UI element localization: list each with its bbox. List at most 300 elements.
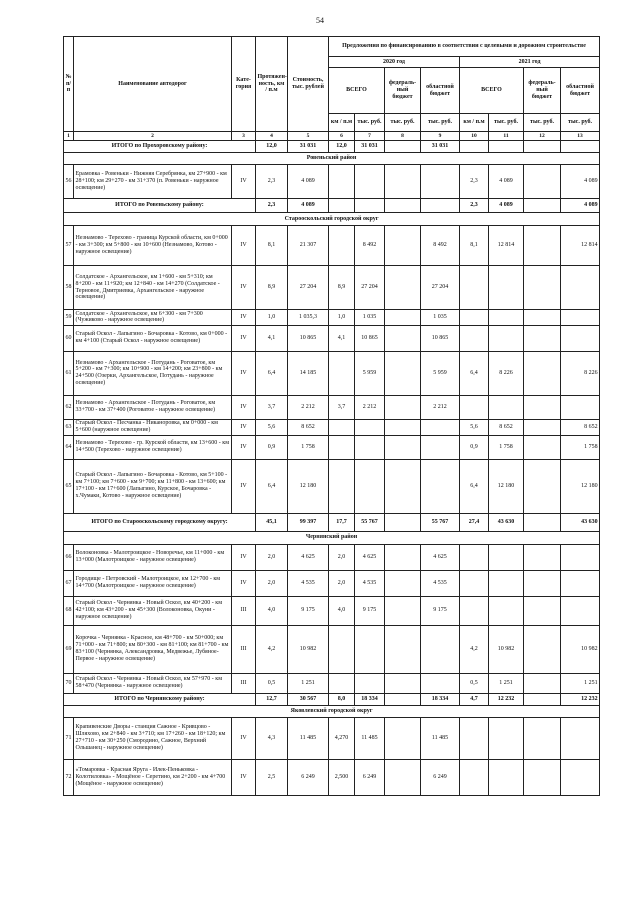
y2021-total: 12 180 <box>489 459 524 513</box>
unit-reg-rub-2020: тыс. руб. <box>421 114 460 132</box>
y2020-regional: 8 492 <box>421 226 460 266</box>
table-row <box>64 325 600 351</box>
road-name: Корочка - Чернянка - Красное, км 48+700 - км 50+000; км 71+000 - км 71+800; км 80+300 - км 81+100; км 81+700 - км 83+100 (Чернянка, Александровка, Медвежье, Лубяное-Первое - наружное освещение) <box>74 625 232 673</box>
y2020-regional: 18 334 <box>421 693 460 705</box>
length-value: 0,9 <box>256 435 288 459</box>
y2021-regional <box>561 266 600 310</box>
y2020-total: 5 959 <box>355 351 385 395</box>
y2020-federal <box>385 717 421 759</box>
subtotal-row <box>64 693 600 705</box>
y2021-total <box>489 717 524 759</box>
y2020-federal <box>385 459 421 513</box>
y2021-total: 10 982 <box>489 625 524 673</box>
y2021-total: 4 089 <box>489 165 524 199</box>
y2020-total <box>355 199 385 213</box>
y2021-federal <box>524 310 561 326</box>
road-name: Старый Оскол - Песчанка - Никаноровка, км 0+000 - км 5+600 (наружное освещение) <box>74 419 232 435</box>
cost-value: 99 397 <box>288 513 329 531</box>
y2020-federal <box>385 570 421 596</box>
y2021-regional: 12 180 <box>561 459 600 513</box>
length-value: 3,7 <box>256 395 288 419</box>
y2021-federal <box>524 625 561 673</box>
col-number: 8 <box>385 132 421 141</box>
y2021-regional: 12 814 <box>561 226 600 266</box>
y2021-total: 1 251 <box>489 673 524 693</box>
y2020-regional: 4 625 <box>421 544 460 570</box>
cost-value: 2 212 <box>288 395 329 419</box>
y2021-federal <box>524 544 561 570</box>
unit-km-2020: км / п.м <box>329 114 355 132</box>
table-row <box>64 596 600 625</box>
regional-2021-header: областной бюджет <box>561 68 600 114</box>
y2020-length: 2,0 <box>329 544 355 570</box>
length-value: 12,7 <box>256 693 288 705</box>
district-header-row <box>64 705 600 717</box>
table-row <box>64 570 600 596</box>
road-name: Солдатское - Архангельское, км 1+600 - км 5+310; км 8+200 - км 11+920; км 12+840 - км 14+270 (Солдатское - Терновое, Дмитриевка, Архангельское - наружное освещение) <box>74 266 232 310</box>
year-2021-header: 2021 год <box>460 57 600 68</box>
y2020-regional: 2 212 <box>421 395 460 419</box>
y2020-length: 12,0 <box>329 141 355 153</box>
y2021-regional: 43 630 <box>561 513 600 531</box>
y2021-regional: 10 982 <box>561 625 600 673</box>
y2020-length: 4,0 <box>329 596 355 625</box>
y2021-total <box>489 395 524 419</box>
road-category: IV <box>232 351 256 395</box>
length-value: 45,1 <box>256 513 288 531</box>
length-value: 4,1 <box>256 325 288 351</box>
col-number: 7 <box>355 132 385 141</box>
y2021-total <box>489 759 524 795</box>
table-header <box>64 37 600 141</box>
y2020-total: 6 249 <box>355 759 385 795</box>
length-value: 4,2 <box>256 625 288 673</box>
y2021-length <box>460 570 489 596</box>
length-value: 6,4 <box>256 459 288 513</box>
y2021-length: 27,4 <box>460 513 489 531</box>
length-value: 2,3 <box>256 199 288 213</box>
length-value: 8,1 <box>256 226 288 266</box>
y2021-total: 12 232 <box>489 693 524 705</box>
table-body <box>64 141 600 796</box>
length-value: 4,3 <box>256 717 288 759</box>
y2020-total <box>355 459 385 513</box>
y2020-total <box>355 419 385 435</box>
unit-reg-rub-2021: тыс. руб. <box>561 114 600 132</box>
y2020-length: 8,9 <box>329 266 355 310</box>
unit-km-2021: км / п.м <box>460 114 489 132</box>
y2020-total <box>355 673 385 693</box>
table-row <box>64 165 600 199</box>
road-category: IV <box>232 266 256 310</box>
y2020-length <box>329 459 355 513</box>
y2020-total: 4 535 <box>355 570 385 596</box>
y2021-length: 6,4 <box>460 351 489 395</box>
y2020-total: 2 212 <box>355 395 385 419</box>
y2020-regional <box>421 165 460 199</box>
cost-value: 10 865 <box>288 325 329 351</box>
total-2021-header: ВСЕГО <box>460 68 524 114</box>
y2021-regional: 8 652 <box>561 419 600 435</box>
y2020-length <box>329 625 355 673</box>
road-category: IV <box>232 570 256 596</box>
y2020-regional: 11 485 <box>421 717 460 759</box>
y2020-regional: 55 767 <box>421 513 460 531</box>
y2021-length <box>460 266 489 310</box>
proposal-header: Предложения по финансированию в соответствии с целевыми и дорожном строительстве <box>329 37 600 57</box>
y2021-federal <box>524 513 561 531</box>
y2020-federal <box>385 673 421 693</box>
row-number: 59 <box>64 310 74 326</box>
y2021-federal <box>524 673 561 693</box>
unit-fed-rub-2021: тыс. руб. <box>524 114 561 132</box>
y2021-federal <box>524 226 561 266</box>
financing-table <box>63 36 600 796</box>
y2020-total <box>355 165 385 199</box>
road-category: III <box>232 625 256 673</box>
road-category: IV <box>232 544 256 570</box>
district-name: Ровеньский район <box>64 153 600 165</box>
district-header-row <box>64 213 600 226</box>
y2020-federal <box>385 544 421 570</box>
unit-rub-2020: тыс. руб. <box>355 114 385 132</box>
subtotal-row <box>64 513 600 531</box>
y2021-regional: 1 251 <box>561 673 600 693</box>
row-number: 69 <box>64 625 74 673</box>
y2021-regional: 8 226 <box>561 351 600 395</box>
road-name: Незнамово - Архангельское - Потудань - Роговатое, км 5+200 - км 7+300; км 10+900 - км 14+200; км 23+800 - км 24+500 (Озерки, Архангельское, Потудань - наружное освещение) <box>74 351 232 395</box>
col-number: 4 <box>256 132 288 141</box>
y2020-total: 55 767 <box>355 513 385 531</box>
road-name: Старый Оскол - Чернянка - Новый Оскол, км 40+200 - км 42+100; км 43+200 - км 45+300 (Волоконовка, Окуни - наружное освещение) <box>74 596 232 625</box>
y2020-federal <box>385 351 421 395</box>
col-num-header: № п/п <box>64 37 74 132</box>
y2021-total: 8 226 <box>489 351 524 395</box>
y2020-regional: 9 175 <box>421 596 460 625</box>
y2021-federal <box>524 351 561 395</box>
y2021-length <box>460 325 489 351</box>
row-number: 66 <box>64 544 74 570</box>
y2020-total: 18 334 <box>355 693 385 705</box>
y2021-federal <box>524 141 561 153</box>
road-category: IV <box>232 325 256 351</box>
road-category: IV <box>232 310 256 326</box>
y2020-total <box>355 435 385 459</box>
road-category: IV <box>232 395 256 419</box>
road-category: IV <box>232 759 256 795</box>
cost-value: 11 485 <box>288 717 329 759</box>
federal-2020-header: федераль-ный бюджет <box>385 68 421 114</box>
table-row <box>64 673 600 693</box>
road-name: Незнамово - Терехово - гр. Курской области, км 13+600 - км 14+500 (Терехово - наружное освещение) <box>74 435 232 459</box>
y2020-length <box>329 435 355 459</box>
y2021-total: 1 758 <box>489 435 524 459</box>
y2020-federal <box>385 596 421 625</box>
subtotal-label: ИТОГО по Чернянскому району: <box>64 693 256 705</box>
cost-value: 31 031 <box>288 141 329 153</box>
y2021-federal <box>524 165 561 199</box>
y2021-total <box>489 570 524 596</box>
y2020-length: 4,1 <box>329 325 355 351</box>
col-number: 13 <box>561 132 600 141</box>
length-value: 0,5 <box>256 673 288 693</box>
table-row <box>64 435 600 459</box>
y2020-federal <box>385 165 421 199</box>
y2021-regional <box>561 596 600 625</box>
district-name: Старооскольский городской округ <box>64 213 600 226</box>
y2020-total: 8 492 <box>355 226 385 266</box>
district-name: Чернянский район <box>64 531 600 544</box>
y2020-regional <box>421 459 460 513</box>
y2020-total: 10 865 <box>355 325 385 351</box>
row-number: 62 <box>64 395 74 419</box>
road-name: «Томаровка - Красная Яруга - Илек-Пеньковка - Колотиловка» - Мощёное - Серетино, км 2+200 - км 4+700 (Мощёное - наружное освещение) <box>74 759 232 795</box>
row-number: 56 <box>64 165 74 199</box>
table-row <box>64 310 600 326</box>
regional-2020-header: областной бюджет <box>421 68 460 114</box>
y2020-regional: 6 249 <box>421 759 460 795</box>
road-category: III <box>232 673 256 693</box>
table-row <box>64 226 600 266</box>
y2020-total: 11 485 <box>355 717 385 759</box>
cost-value: 27 204 <box>288 266 329 310</box>
y2021-length <box>460 141 489 153</box>
row-number: 58 <box>64 266 74 310</box>
road-name: Крапивенские Дворы - станция Сажное - Кривцово - Шляхово, км 2+840 - км 3+710; км 17+260 - км 18+120; км 27+710 - км 30+250 (Смородино, Сажное, Верхний Ольшанец - наружное освещение) <box>74 717 232 759</box>
table-row <box>64 419 600 435</box>
cost-value: 9 175 <box>288 596 329 625</box>
cost-value: 14 185 <box>288 351 329 395</box>
y2021-total <box>489 596 524 625</box>
y2020-length: 17,7 <box>329 513 355 531</box>
y2021-length: 4,7 <box>460 693 489 705</box>
col-number: 1 <box>64 132 74 141</box>
y2021-regional <box>561 759 600 795</box>
y2020-federal <box>385 266 421 310</box>
col-number: 5 <box>288 132 329 141</box>
cost-value: 4 625 <box>288 544 329 570</box>
length-value: 2,3 <box>256 165 288 199</box>
y2021-federal <box>524 596 561 625</box>
y2020-length <box>329 165 355 199</box>
y2020-total: 31 031 <box>355 141 385 153</box>
y2021-regional: 12 232 <box>561 693 600 705</box>
district-name: Яковлевский городской округ <box>64 705 600 717</box>
y2020-regional: 27 204 <box>421 266 460 310</box>
y2021-total: 12 814 <box>489 226 524 266</box>
road-name: Солдатское - Архангельское, км 6+300 - км 7+300 (Чужиково - наружное освещение) <box>74 310 232 326</box>
road-category: IV <box>232 435 256 459</box>
year-2020-header: 2020 год <box>329 57 460 68</box>
y2020-total: 1 035 <box>355 310 385 326</box>
y2021-length: 0,9 <box>460 435 489 459</box>
length-value: 6,4 <box>256 351 288 395</box>
cost-value: 1 758 <box>288 435 329 459</box>
road-name: Старый Оскол - Лапыгино - Бочаровка - Котово, км 5+100 - км 7+100; км 7+600 - км 9+700; км 11+800 - км 13+600; км 17+100 - км 17+600 (Лапыгино, Курское, Бочаровка - х.Чумаки, Котово - наружное освещение) <box>74 459 232 513</box>
table-row <box>64 351 600 395</box>
row-number: 61 <box>64 351 74 395</box>
y2021-total <box>489 544 524 570</box>
y2020-length <box>329 226 355 266</box>
road-category: III <box>232 596 256 625</box>
y2020-length <box>329 351 355 395</box>
cost-value: 4 089 <box>288 165 329 199</box>
y2020-length: 1,0 <box>329 310 355 326</box>
y2020-federal <box>385 693 421 705</box>
y2021-regional <box>561 310 600 326</box>
y2021-length <box>460 759 489 795</box>
table-row <box>64 625 600 673</box>
y2021-federal <box>524 419 561 435</box>
y2021-regional: 1 758 <box>561 435 600 459</box>
district-header-row <box>64 153 600 165</box>
cost-value: 21 307 <box>288 226 329 266</box>
y2021-federal <box>524 395 561 419</box>
y2021-federal <box>524 266 561 310</box>
table-row <box>64 544 600 570</box>
y2021-length: 6,4 <box>460 459 489 513</box>
y2021-regional <box>561 141 600 153</box>
cost-value: 1 035,3 <box>288 310 329 326</box>
row-number: 68 <box>64 596 74 625</box>
road-category: IV <box>232 165 256 199</box>
road-category: IV <box>232 459 256 513</box>
road-name: Старый Оскол - Лапыгино - Бочаровка - Котово, км 0+000 - км 4+100 (Старый Оскол - наружное освещение) <box>74 325 232 351</box>
y2020-regional: 5 959 <box>421 351 460 395</box>
y2021-regional <box>561 325 600 351</box>
y2020-regional: 1 035 <box>421 310 460 326</box>
y2020-federal <box>385 419 421 435</box>
y2021-regional <box>561 395 600 419</box>
y2021-length: 4,2 <box>460 625 489 673</box>
federal-2021-header: федераль-ный бюджет <box>524 68 561 114</box>
y2021-regional <box>561 544 600 570</box>
road-category: IV <box>232 419 256 435</box>
y2021-length: 2,3 <box>460 199 489 213</box>
length-value: 4,0 <box>256 596 288 625</box>
y2021-total <box>489 325 524 351</box>
y2021-federal <box>524 435 561 459</box>
table-row <box>64 717 600 759</box>
y2020-regional <box>421 435 460 459</box>
y2021-federal <box>524 325 561 351</box>
col-number: 12 <box>524 132 561 141</box>
y2020-regional <box>421 673 460 693</box>
y2020-federal <box>385 199 421 213</box>
table-row <box>64 266 600 310</box>
y2021-federal <box>524 199 561 213</box>
col-number: 3 <box>232 132 256 141</box>
row-number: 71 <box>64 717 74 759</box>
page-number: 54 <box>316 16 324 25</box>
y2020-federal <box>385 513 421 531</box>
road-category: IV <box>232 717 256 759</box>
col-number: 9 <box>421 132 460 141</box>
unit-fed-rub-2020: тыс. руб. <box>385 114 421 132</box>
road-name: Волоконовка - Малотроицкое - Новоречье, км 11+000 - км 13+000 (Малотроицкое - наружное освещение) <box>74 544 232 570</box>
y2021-total <box>489 266 524 310</box>
y2021-federal <box>524 759 561 795</box>
total-2020-header: ВСЕГО <box>329 68 385 114</box>
y2020-length: 2,0 <box>329 570 355 596</box>
road-name: Городище - Петровский - Малотроицкое, км 12+700 - км 14+700 (Малотроицкое - наружное освещение) <box>74 570 232 596</box>
y2020-regional <box>421 419 460 435</box>
y2020-regional <box>421 625 460 673</box>
length-value: 2,5 <box>256 759 288 795</box>
col-number: 2 <box>74 132 232 141</box>
y2020-length: 8,0 <box>329 693 355 705</box>
y2021-total: 4 089 <box>489 199 524 213</box>
row-number: 57 <box>64 226 74 266</box>
length-value: 5,6 <box>256 419 288 435</box>
road-name: Незнамово - Архангельское - Потудань - Роговатое, км 33+700 - км 37+400 (Роговатое - наружное освещение) <box>74 395 232 419</box>
table-row <box>64 759 600 795</box>
y2021-regional: 4 089 <box>561 199 600 213</box>
road-category: IV <box>232 226 256 266</box>
y2021-length: 5,6 <box>460 419 489 435</box>
cost-value: 1 251 <box>288 673 329 693</box>
y2020-regional <box>421 199 460 213</box>
y2021-length <box>460 395 489 419</box>
y2020-federal <box>385 395 421 419</box>
cost-value: 10 982 <box>288 625 329 673</box>
y2021-regional: 4 089 <box>561 165 600 199</box>
y2020-length <box>329 419 355 435</box>
y2021-regional <box>561 570 600 596</box>
y2021-length <box>460 310 489 326</box>
y2021-federal <box>524 693 561 705</box>
y2020-total: 27 204 <box>355 266 385 310</box>
subtotal-row <box>64 141 600 153</box>
row-number: 60 <box>64 325 74 351</box>
y2020-federal <box>385 310 421 326</box>
col-category-header: Кате-гория <box>232 37 256 132</box>
col-number: 10 <box>460 132 489 141</box>
y2020-regional: 4 535 <box>421 570 460 596</box>
y2021-federal <box>524 459 561 513</box>
row-number: 65 <box>64 459 74 513</box>
y2020-federal <box>385 759 421 795</box>
col-cost-header: Стоимость, тыс. рублей <box>288 37 329 132</box>
y2020-length: 2,500 <box>329 759 355 795</box>
subtotal-label: ИТОГО по Прохоровскому району: <box>64 141 256 153</box>
cost-value: 6 249 <box>288 759 329 795</box>
y2021-total: 43 630 <box>489 513 524 531</box>
row-number: 67 <box>64 570 74 596</box>
y2021-total: 8 652 <box>489 419 524 435</box>
y2020-federal <box>385 625 421 673</box>
district-header-row <box>64 531 600 544</box>
y2020-regional: 31 031 <box>421 141 460 153</box>
y2021-total <box>489 141 524 153</box>
road-name: Ерамовка - Ровеньки - Нижняя Серебрянка, км 27+900 - км 28+100; км 29+270 - км 31+370 (п. Ровеньки - наружное освещение) <box>74 165 232 199</box>
length-value: 2,0 <box>256 570 288 596</box>
y2020-length: 3,7 <box>329 395 355 419</box>
subtotal-label: ИТОГО по Ровеньскому району: <box>64 199 256 213</box>
col-length-header: Протяжен-ность, км / п.м <box>256 37 288 132</box>
row-number: 63 <box>64 419 74 435</box>
cost-value: 4 535 <box>288 570 329 596</box>
y2021-federal <box>524 717 561 759</box>
y2020-federal <box>385 435 421 459</box>
subtotal-label: ИТОГО по Старооскольскому городскому округу: <box>64 513 256 531</box>
y2020-total <box>355 625 385 673</box>
y2021-total <box>489 310 524 326</box>
y2020-length: 4,270 <box>329 717 355 759</box>
y2021-length <box>460 717 489 759</box>
table-row <box>64 459 600 513</box>
y2021-length <box>460 596 489 625</box>
